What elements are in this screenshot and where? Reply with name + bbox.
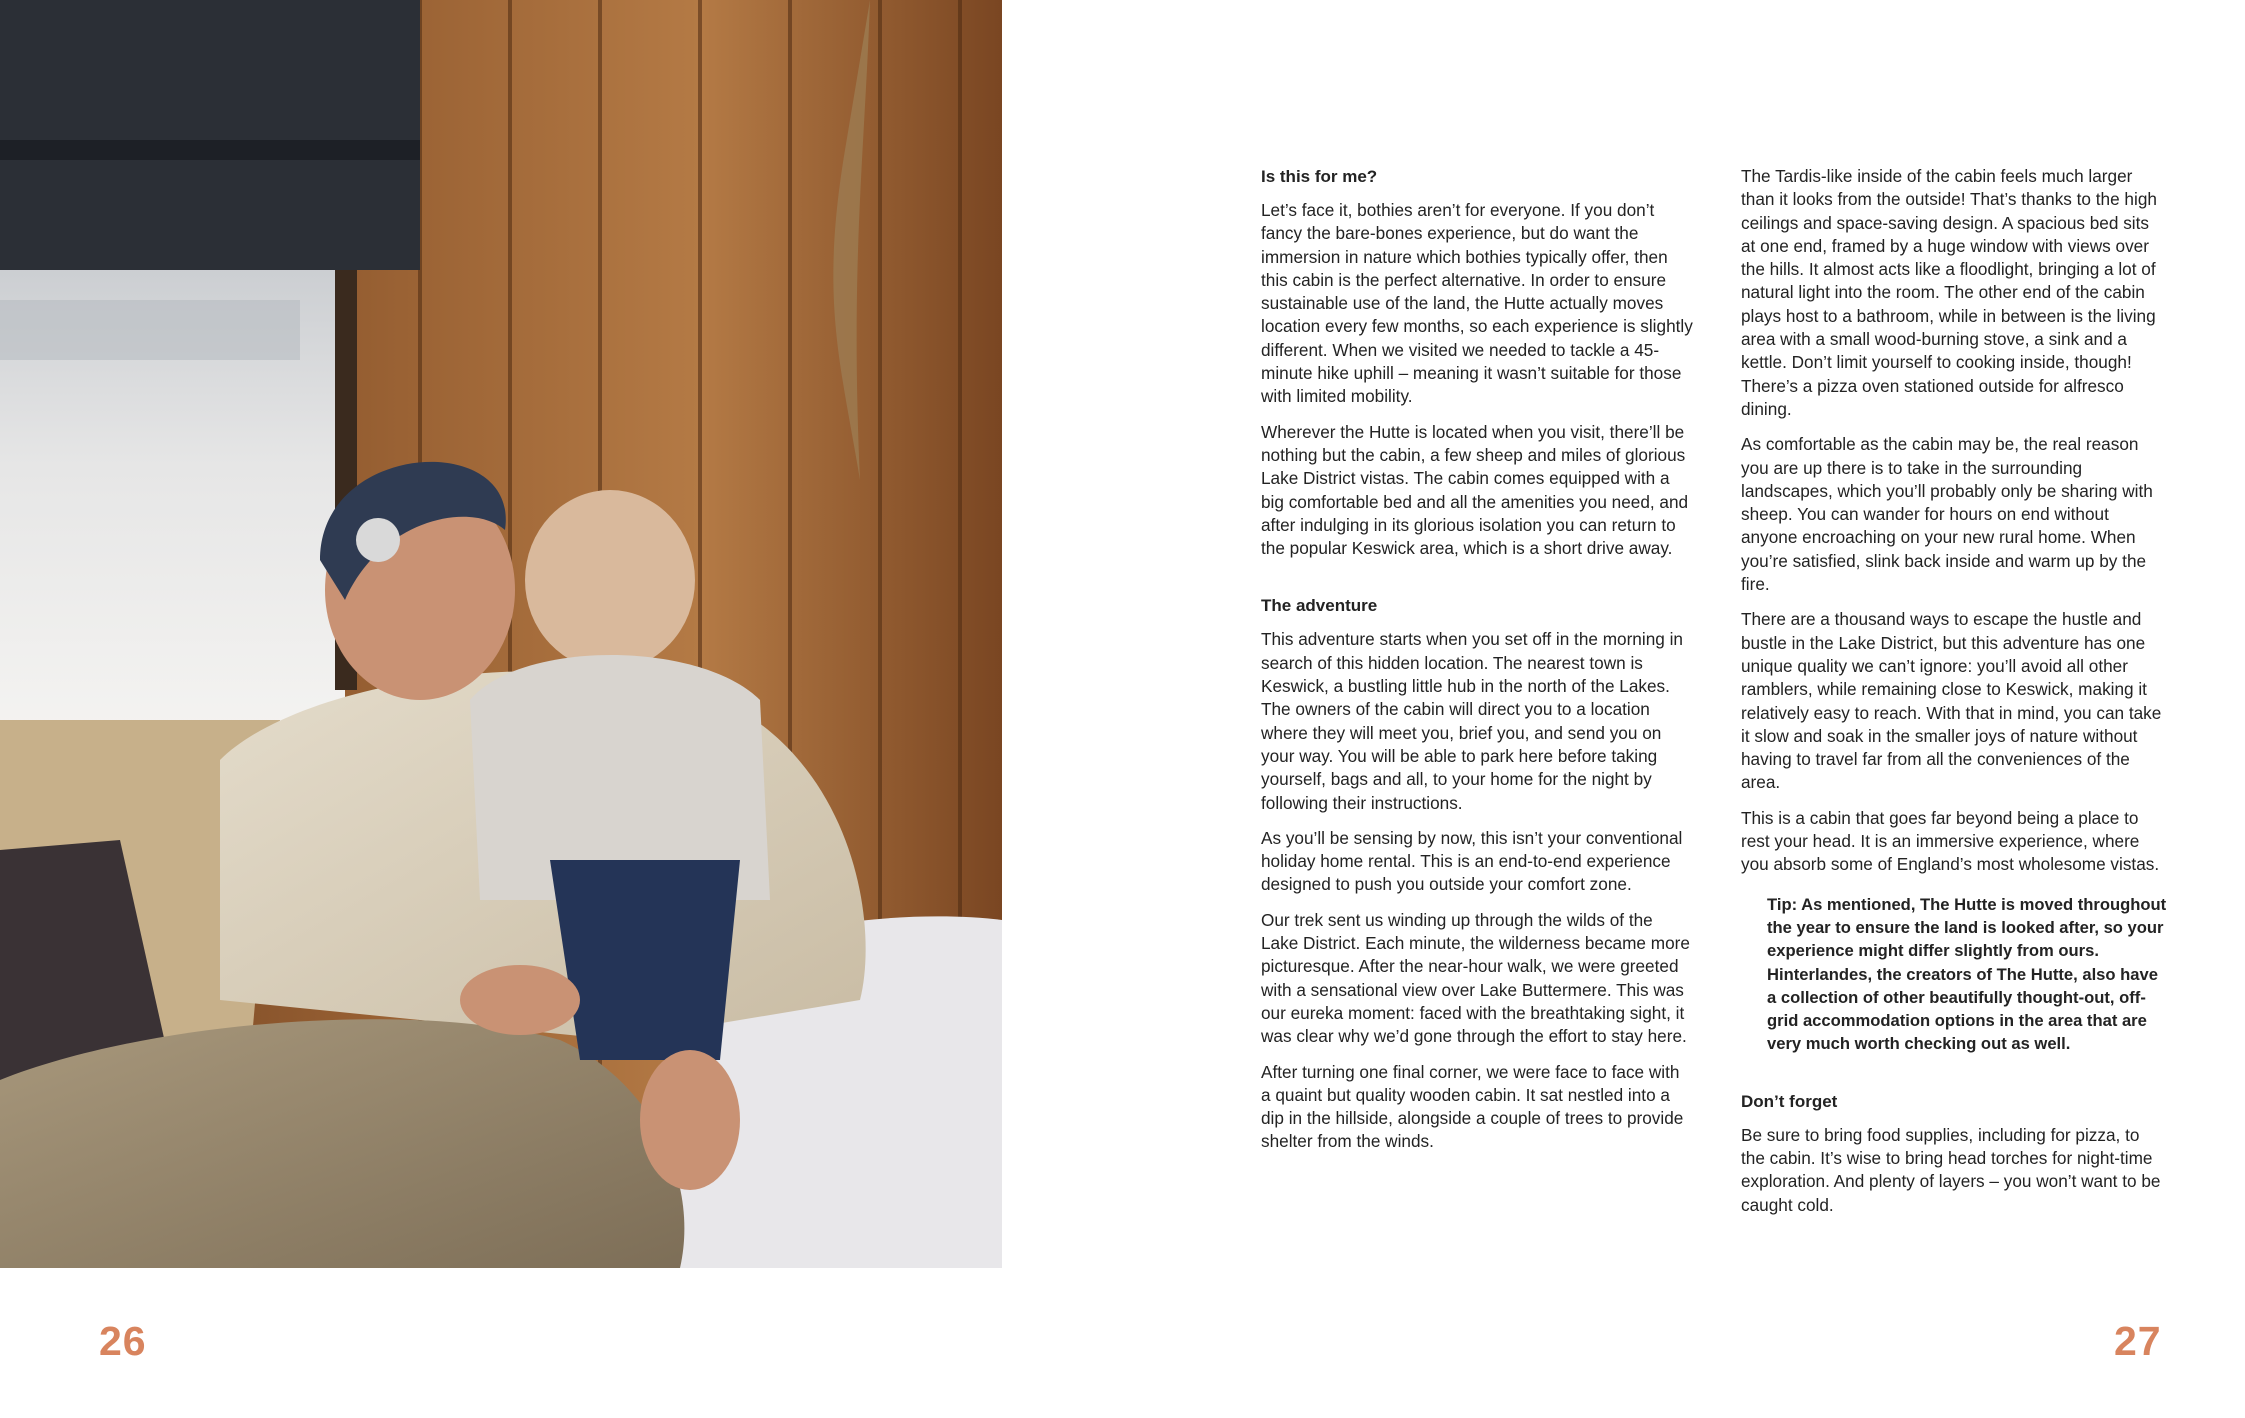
paragraph: There are a thousand ways to escape the hustle and bustle in the Lake District, but this adventure has one unique quality we can’t ignore: you’ll avoid all other ramblers, while remaining close to Keswick, making it relatively easy to reach. With that in mind, you can take it slow and soak in the smaller joys of nature without having to travel far from all the conveniences of the area. [1741, 609, 2162, 793]
text-column-2 [1741, 165, 2167, 1229]
paragraph: Our trek sent us winding up through the wilds of the Lake District. Each minute, the wilderness became more picturesque. After the near-hour walk, we were greeted with a sensational view over Lake Buttermere. This was our eureka moment: faced with the breathtaking sight, it was clear why we’d gone through the effort to stay here. [1261, 909, 1690, 1047]
heading-dont-forget: Don’t forget [1741, 1091, 1838, 1111]
paragraph: As you’ll be sensing by now, this isn’t your conventional holiday home rental. This is an end-to-end experience designed to push you outside your comfort zone. [1261, 827, 1683, 895]
paragraph: This is a cabin that goes far beyond being a place to rest your head. It is an immersive experience, where you absorb some of England’s most wholesome vistas. [1741, 807, 2160, 875]
photo-father-and-baby-in-cabin-icon [0, 0, 1002, 1268]
paragraph: Let’s face it, bothies aren’t for everyone. If you don’t fancy the bare-bones experience, but do want the immersion in nature which bothies typically offer, then this cabin is the perfect alternative. In order to ensure sustainable use of the land, the Hutte actually moves location every few months, so each experience is slightly different. When we visited we needed to tackle a 45-minute hike uphill – meaning it wasn’t suitable for those with limited mobility. [1261, 200, 1693, 407]
paragraph: Be sure to bring food supplies, including for pizza, to the cabin. It’s wise to bring head torches for night-time exploration. And plenty of layers – you won’t want to be caught cold. [1741, 1124, 2161, 1215]
paragraph: This adventure starts when you set off in the morning in search of this hidden location. The nearest town is Keswick, a bustling little hub in the north of the Lakes. The owners of the cabin will direct you to a location where they will meet you, brief you, and send you on your way. You will be able to park here before taking yourself, bags and all, to your home for the night by following their instructions. [1261, 629, 1683, 813]
tip-callout: Tip: As mentioned, The Hutte is moved throughout the year to ensure the land is looked after, so your experience might differ slightly from ours. Hinterlandes, the creators of The Hutte, also have a collection of other beautifully thought-out, off-grid accommodation options in the area that are very much worth checking out as well. [1767, 894, 2167, 1054]
heading-is-this-for-me: Is this for me? [1261, 167, 1378, 186]
page-number-right: 27 [2114, 1318, 2162, 1364]
paragraph: After turning one final corner, we were face to face with a quaint but quality wooden cabin. It sat nestled into a dip in the hillside, alongside a couple of trees to provide shelter from the winds. [1261, 1061, 1684, 1152]
text-column-1 [1261, 165, 1693, 1166]
heading-the-adventure: The adventure [1261, 596, 1378, 616]
cabin-photo [0, 0, 1002, 1268]
page-number-left: 26 [99, 1318, 147, 1364]
paragraph: Wherever the Hutte is located when you visit, there’ll be nothing but the cabin, a few sheep and miles of glorious Lake District vistas. The cabin comes equipped with a big comfortable bed and all the amenities you need, and after indulging in its glorious isolation you can return to the popular Keswick area, which is a short drive away. [1261, 421, 1689, 559]
paragraph: As comfortable as the cabin may be, the real reason you are up there is to take in the surrounding landscapes, which you’ll probably only be sharing with sheep. You can wander for hours on end without anyone encroaching on your new rural home. When you’re satisfied, slink back inside and warm up by the fire. [1741, 434, 2153, 595]
paragraph: The Tardis-like inside of the cabin feels much larger than it looks from the outside! That’s thanks to the high ceilings and space-saving design. A spacious bed sits at one end, framed by a huge window with views over the hills. It almost acts like a floodlight, bringing a lot of natural light into the room. The other end of the cabin plays host to a bathroom, while in between is the living area with a small wood-burning stove, a sink and a kettle. Don’t limit yourself to cooking inside, though! There’s a pizza oven stationed outside for alfresco dining. [1741, 166, 2157, 419]
